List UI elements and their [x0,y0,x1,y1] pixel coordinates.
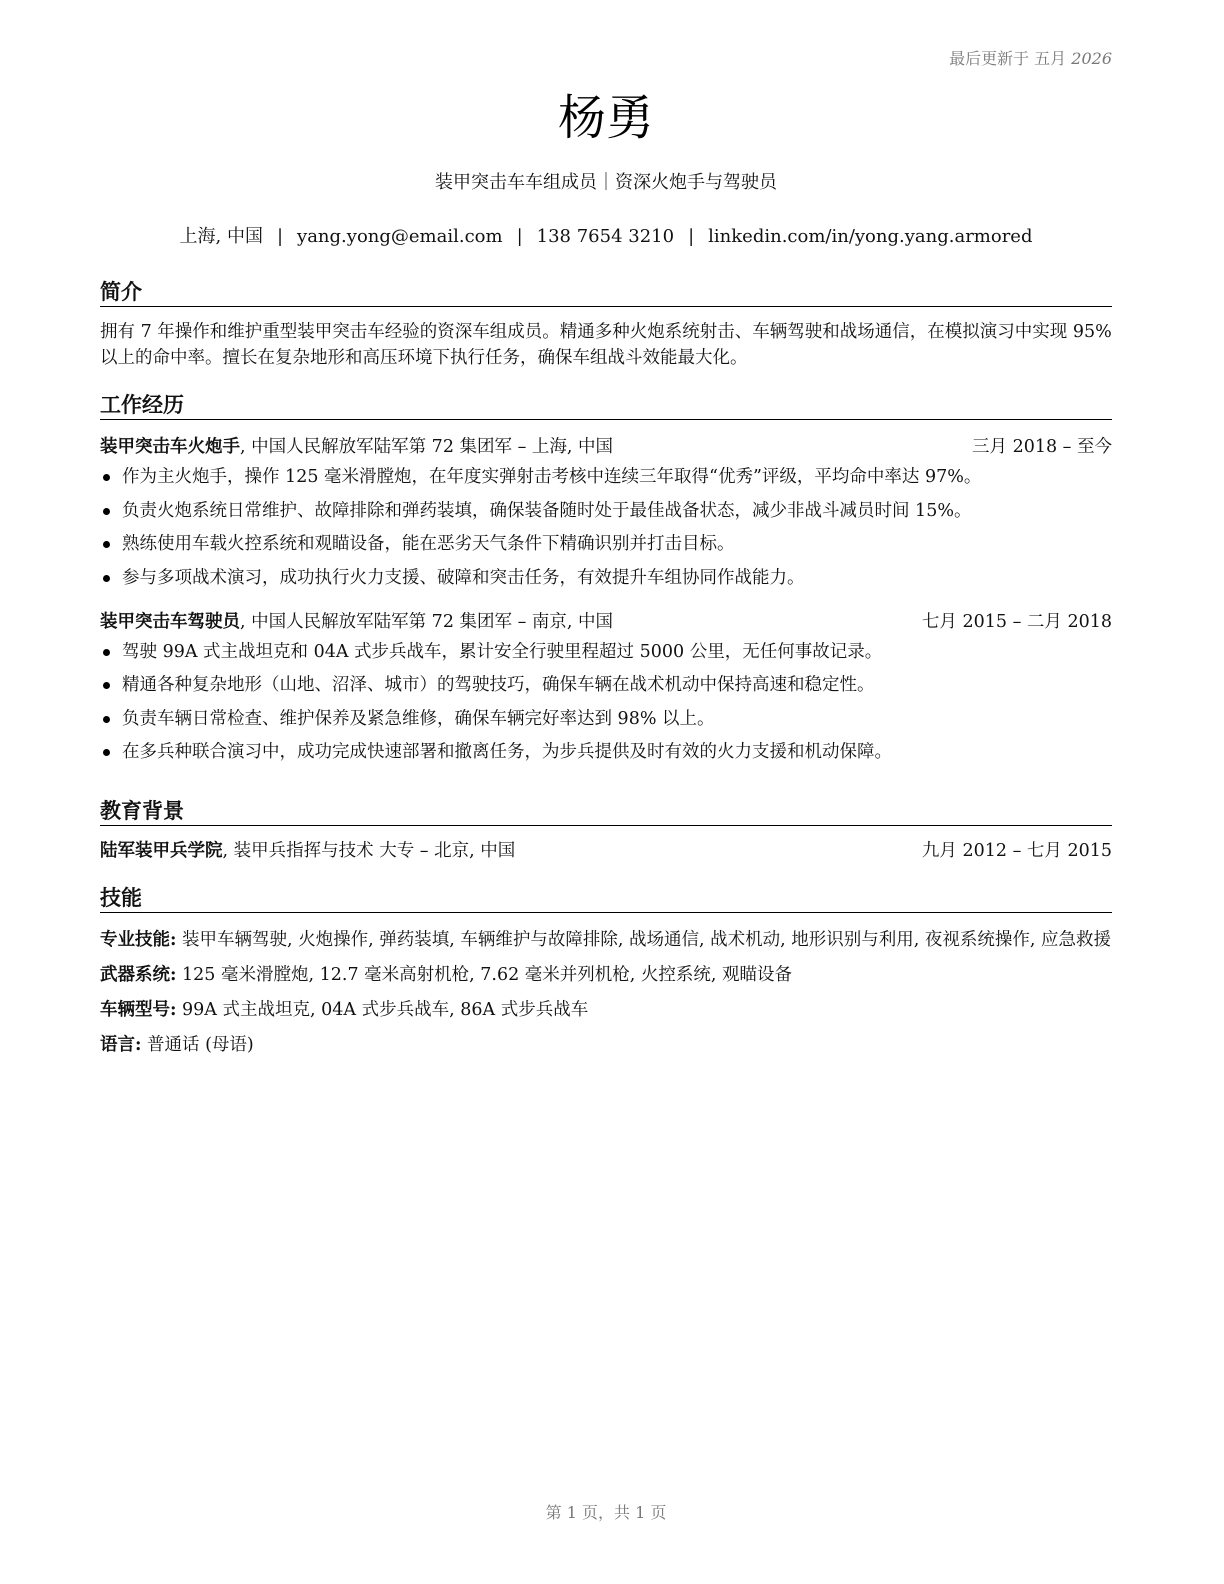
job-org: , 中国人民解放军陆军第 72 集团军 – 上海, 中国 [240,437,614,457]
skill-row [100,962,1112,988]
contact-line [100,224,1112,250]
skill-label: 武器系统: [100,965,177,985]
candidate-name: 杨勇 [557,90,654,146]
job-bullet: 精通各种复杂地形（山地、沼泽、城市）的驾驶技巧，确保车辆在战术机动中保持高速和稳定性。 [100,672,1112,698]
skill-value: 125 毫米滑膛炮, 12.7 毫米高射机枪, 7.62 毫米并列机枪, 火控系统, 观瞄设备 [176,965,793,985]
job-bullets [100,464,1112,591]
section-title-experience: 工作经历 [100,391,1112,420]
last-updated-label: 最后更新于 五月 [949,49,1067,68]
skill-value: 装甲车辆驾驶, 火炮操作, 弹药装填, 车辆维护与故障排除, 战场通信, 战术机动, 地形识别与利用, 夜视系统操作, 应急救援 [176,930,1112,950]
education-section [100,797,1112,864]
job-org: , 中国人民解放军陆军第 72 集团军 – 南京, 中国 [240,611,614,632]
job-header [100,434,1112,460]
job-bullet: 负责火炮系统日常维护、故障排除和弹药装填，确保装备随时处于最佳战备状态，减少非战斗减员时间 15%。 [100,498,1112,524]
section-title-skills: 技能 [100,884,1112,913]
contact-email[interactable]: yang.yong@email.com [297,226,503,247]
job-role: 装甲突击车驾驶员 [100,611,240,632]
job-bullet: 在多兵种联合演习中，成功完成快速部署和撤离任务，为步兵提供及时有效的火力支援和机动保障。 [100,739,1112,765]
job-bullet: 驾驶 99A 式主战坦克和 04A 式步兵战车，累计安全行驶里程超过 5000 公里，无任何事故记录。 [100,639,1112,665]
education-detail: , 装甲兵指挥与技术 大专 – 北京, 中国 [222,841,516,861]
contact-separator: | [276,226,284,247]
job-bullet: 熟练使用车载火控系统和观瞄设备，能在恶劣天气条件下精确识别并打击目标。 [100,531,1112,557]
education-dates: 九月 2012 – 七月 2015 [921,841,1112,861]
skill-row [100,1032,1112,1058]
summary-section [100,278,1112,371]
job-role: 装甲突击车火炮手 [100,437,240,457]
job-bullet: 参与多项战术演习，成功执行火力支援、破障和突击任务，有效提升车组协同作战能力。 [100,565,1112,591]
job-bullet: 作为主火炮手，操作 125 毫米滑膛炮，在年度实弹射击考核中连续三年取得“优秀”评级，平均命中率达 97%。 [100,464,1112,490]
experience-section [100,391,1112,773]
contact-separator: | [516,226,523,247]
contact-linkedin[interactable]: linkedin.com/in/yong.yang.armored [708,226,1033,247]
job-header [100,609,1112,635]
job-dates: 七月 2015 – 二月 2018 [921,611,1112,632]
job-dates: 三月 2018 – 至今 [972,437,1112,457]
education-entry [100,838,1112,864]
skills-list [100,927,1112,1058]
skill-value: 99A 式主战坦克, 04A 式步兵战车, 86A 式步兵战车 [176,1000,589,1020]
education-school: 陆军装甲兵学院 [100,841,223,861]
skill-value: 普通话 (母语) [141,1035,254,1055]
skill-label: 车辆型号: [100,1000,177,1020]
job-entry [100,434,1112,591]
skill-label: 专业技能: [100,930,177,950]
section-title-summary: 简介 [100,278,1112,307]
job-bullet: 负责车辆日常检查、维护保养及紧急维修，确保车辆完好率达到 98% 以上。 [100,706,1112,732]
page-footer: 第 1 页，共 1 页 [545,1503,667,1522]
job-entry [100,609,1112,766]
section-title-education: 教育背景 [100,797,1112,826]
resume-page [100,0,1112,1584]
last-updated-year: 2026 [1071,49,1112,68]
contact-location: 上海, 中国 [179,226,263,247]
contact-phone: 138 7654 3210 [536,226,675,247]
skills-section [100,884,1112,1067]
skill-row [100,927,1112,953]
skill-label: 语言: [100,1035,142,1055]
skill-row [100,997,1112,1023]
contact-separator: | [688,226,695,247]
last-updated [949,46,1112,69]
headline: 装甲突击车车组成员｜资深火炮手与驾驶员 [435,172,777,193]
job-bullets [100,639,1112,766]
summary-text: 拥有 7 年操作和维护重型装甲突击车经验的资深车组成员。精通多种火炮系统射击、车辆驾驶和战场通信，在模拟演习中实现 95% 以上的命中率。擅长在复杂地形和高压环境下执行任务，确保车组战斗效能最大化。 [100,322,1112,368]
